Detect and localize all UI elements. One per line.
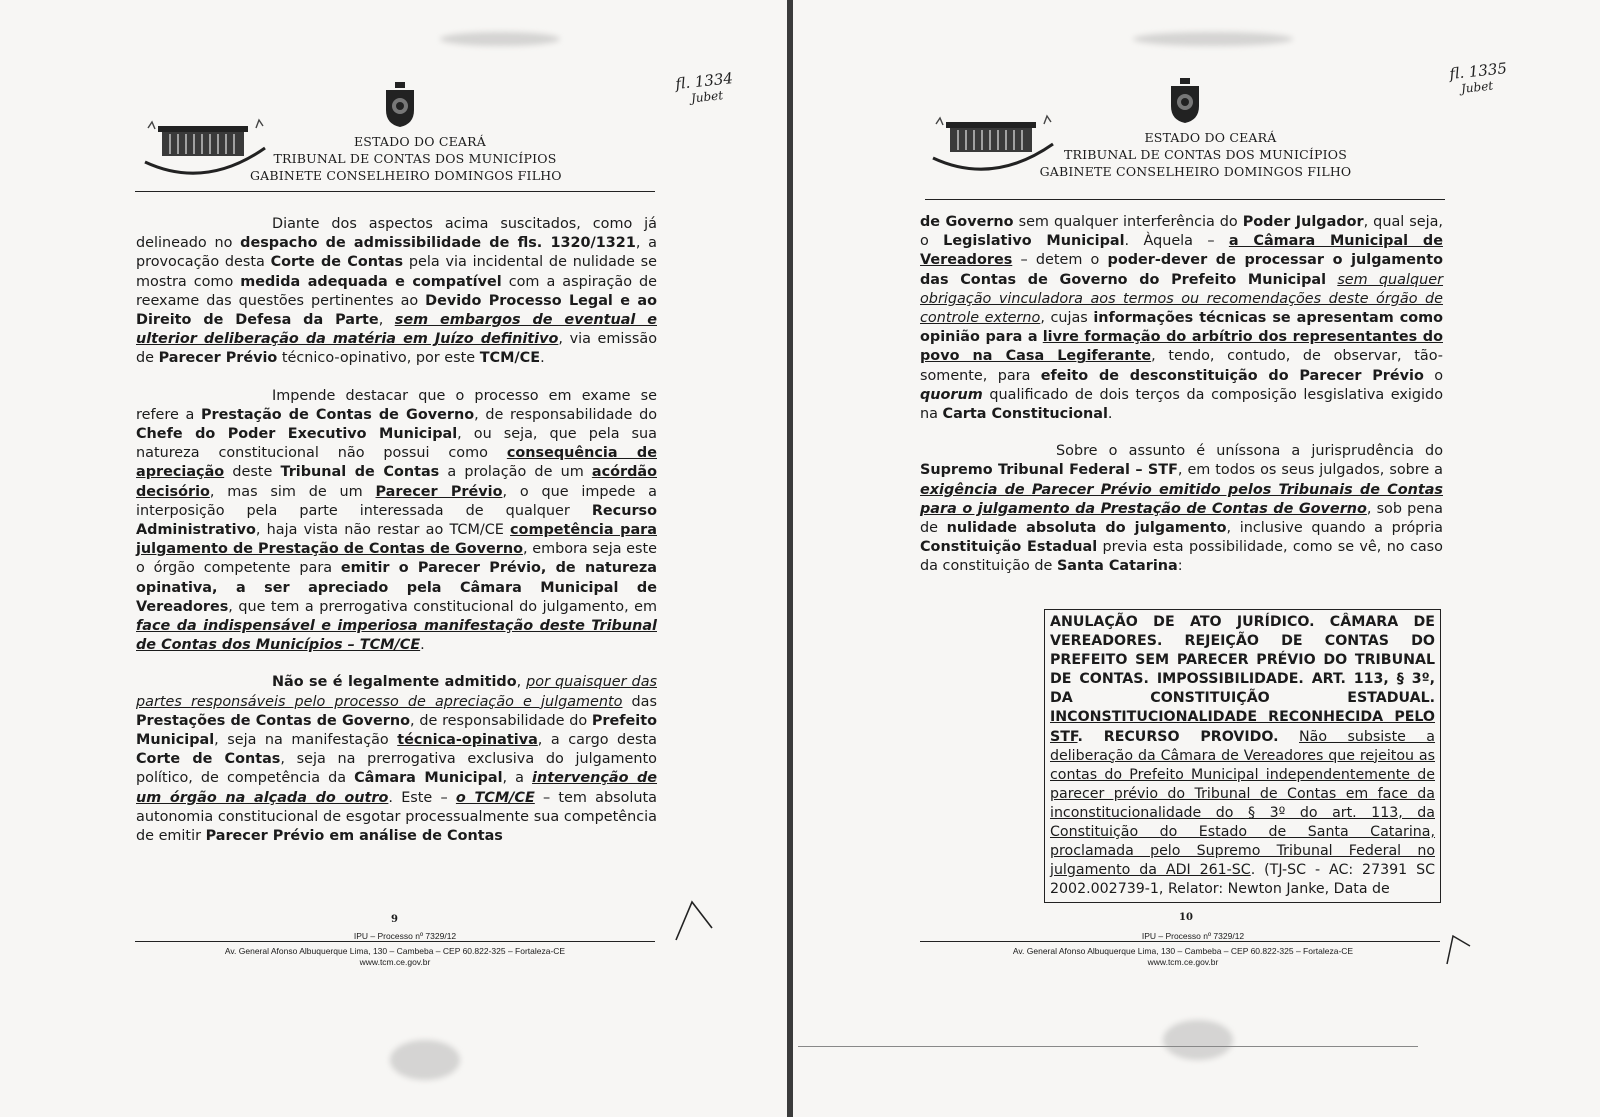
- page-footer: [973, 931, 1393, 968]
- footer-process: IPU – Processo nº 7329/12: [353, 931, 457, 941]
- footer-site: www.tcm.ce.gov.br: [1147, 957, 1219, 967]
- pen-checkmark-icon: [1444, 930, 1474, 966]
- handwritten-folio-number: fl. 1334: [674, 69, 734, 94]
- header-gabinete: GABINETE CONSELHEIRO DOMINGOS FILHO: [250, 168, 562, 183]
- header-tribunal: TRIBUNAL DE CONTAS DOS MUNICÍPIOS: [1063, 147, 1347, 162]
- paragraph: Não se é legalmente admitido, por quaisquer das partes responsáveis pelo processo de apreciação e julgamento das Prestações de Contas de Governo, de responsabilidade do Prefeito Municipal, seja na manifestação técnica-opinativa, a cargo desta Corte de Contas, seja na prerrogativa exclusiva do julgamento político, de competência da Câmara Municipal, a intervenção de um órgão na alçada do outro. Este – o TCM/CE – tem absoluta autonomia constitucional de esgotar processualmente sua competência de emitir Parecer Prévio em análise de Contas: [136, 674, 658, 845]
- page-header: [1023, 129, 1353, 180]
- header-tribunal: TRIBUNAL DE CONTAS DOS MUNICÍPIOS: [273, 151, 557, 166]
- header-gabinete: GABINETE CONSELHEIRO DOMINGOS FILHO: [1039, 164, 1352, 179]
- header-divider: [135, 191, 655, 192]
- handwritten-folio-number: fl. 1335: [1448, 59, 1508, 84]
- page-number: 9: [391, 914, 398, 925]
- scan-smudge: [390, 1040, 460, 1080]
- paragraph: Impende destacar que o processo em exame se refere a Prestação de Contas de Governo, de responsabilidade do Chefe do Poder Executivo Municipal, ou seja, que pela sua natureza constitucional não possui como consequência de apreciação deste Tribunal de Contas a prolação de um acórdão decisório, mas sim de um Parecer Prévio, o que impede a interposição pela parte interessada de qualquer Recurso Administrativo, haja vista não restar ao TCM/CE competência para julgamento de Prestação de Contas de Governo, embora seja este o órgão competente para emitir o Parecer Prévio, de natureza opinativa, a ser apreciado pela Câmara Municipal de Vereadores, que tem a prerrogativa constitucional do julgamento, em face da indispensável e imperiosa manifestação deste Tribunal de Contas dos Municípios – TCM/CE.: [136, 387, 658, 654]
- scan-smudge: [1133, 32, 1293, 46]
- paragraph: Diante dos aspectos acima suscitados, como já delineado no despacho de admissibilidade de fls. 1320/1321, a provocação desta Corte de Contas pela via incidental de nulidade se mostra como medida adequada e compatível com a aspiração de reexame das questões pertinentes ao Devido Processo Legal e ao Direito de Defesa da Parte, sem embargos de eventual e ulterior deliberação da matéria em Juízo definitivo, via emissão de Parecer Prévio técnico-opinativo, por este TCM/CE.: [136, 216, 658, 367]
- footer-site: www.tcm.ce.gov.br: [359, 957, 431, 967]
- header-divider: [925, 199, 1445, 200]
- header-state: ESTADO DO CEARÁ: [1144, 130, 1277, 145]
- handwritten-initials: Jubet: [690, 88, 724, 106]
- handwritten-folio: [1448, 59, 1509, 97]
- scan-smudge: [440, 32, 560, 46]
- document-page-left: [0, 0, 787, 1117]
- jurisprudence-quote-box: ANULAÇÃO DE ATO JURÍDICO. CÂMARA DE VEREADORES. REJEIÇÃO DE CONTAS DO PREFEITO SEM PARECER PRÉVIO DO TRIBUNAL DE CONTAS. IMPOSSIBILIDADE. ART. 113, § 3º, DA CONSTITUIÇÃO ESTADUAL. INCONSTITUCIONALIDADE RECONHECIDA PELO STF. RECURSO PROVIDO. Não subsiste a deliberação da Câmara de Vereadores que rejeitou as contas do Prefeito Municipal independentemente de parecer prévio do Tribunal de Contas em face da inconstitucionalidade do § 3º do art. 113, da Constituição do Estado de Santa Catarina, proclamada pelo Supremo Tribunal Federal no julgamento da ADI 261-SC. (TJ-SC - AC: 27391 SC 2002.002739-1, Relator: Newton Janke, Data de: [1044, 609, 1441, 903]
- document-page-right: [793, 0, 1600, 1117]
- page-body: [920, 213, 1443, 577]
- header-state: ESTADO DO CEARÁ: [353, 134, 486, 149]
- scan-edge-line: [798, 1046, 1418, 1047]
- page-header: [240, 133, 560, 184]
- handwritten-folio: [674, 69, 735, 107]
- page-body: [136, 215, 657, 846]
- footer-address: Av. General Afonso Albuquerque Lima, 130 – Cambeba – CEP 60.822-325 – Fortaleza-CE: [1012, 946, 1354, 956]
- state-crest-icon: [383, 82, 417, 128]
- paragraph: de Governo sem qualquer interferência do Poder Julgador, qual seja, o Legislativo Municipal. Àquela – a Câmara Municipal de Vereadores – detem o poder-dever de processar o julgamento das Contas de Governo do Prefeito Municipal sem qualquer obrigação vinculadora aos termos ou recomendações deste órgão de controle externo, cujas informações técnicas se apresentam como opinião para a livre formação do arbítrio dos representantes do povo na Casa Legiferante, tendo, contudo, de observar, tão-somente, para efeito de desconstituição do Parecer Prévio o quorum qualificado de dois terços da composição lesgislativa exigido na Carta Constitucional.: [920, 214, 1444, 423]
- footer-address: Av. General Afonso Albuquerque Lima, 130 – Cambeba – CEP 60.822-325 – Fortaleza-CE: [224, 946, 566, 956]
- page-footer: [195, 931, 595, 968]
- paragraph: Sobre o assunto é uníssona a jurisprudência do Supremo Tribunal Federal – STF, em todos os seus julgados, sobre a exigência de Parecer Prévio emitido pelos Tribunais de Contas para o julgamento da Prestação de Contas de Governo, sob pena de nulidade absoluta do julgamento, inclusive quando a própria Constituição Estadual previa esta possibilidade, como se vê, no caso da constituição de Santa Catarina:: [920, 443, 1443, 575]
- pen-checkmark-icon: [672, 898, 716, 942]
- scan-smudge: [1163, 1020, 1233, 1060]
- handwritten-initials: Jubet: [1460, 78, 1494, 96]
- state-crest-icon: [1168, 78, 1202, 124]
- page-number: 10: [1179, 912, 1193, 923]
- footer-process: IPU – Processo nº 7329/12: [1141, 931, 1245, 941]
